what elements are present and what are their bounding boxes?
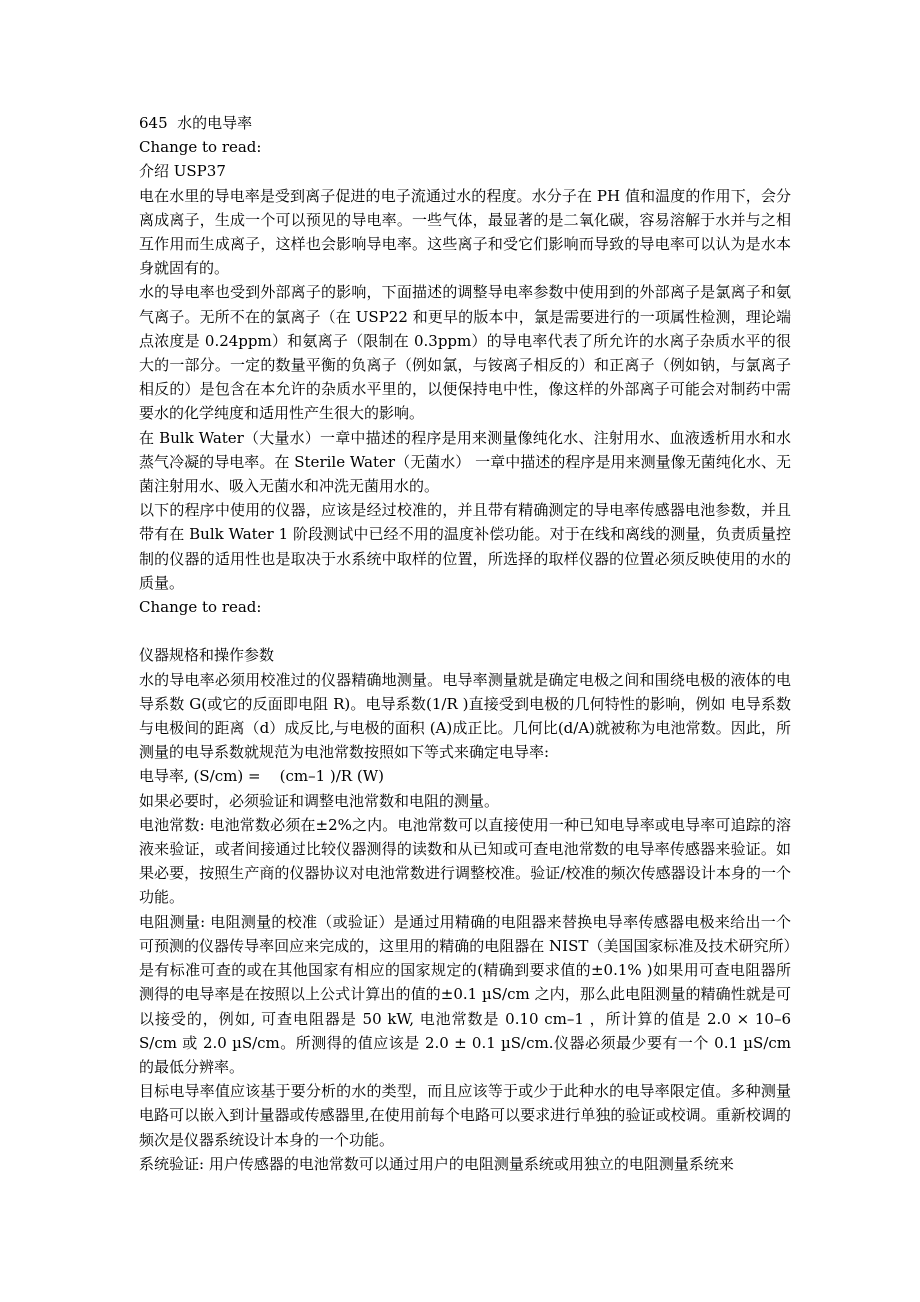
conductivity-formula: 电导率, (S/cm) = (cm–1 )/R (W) [139, 767, 384, 786]
spec-heading: 仪器规格和操作参数 [139, 646, 275, 665]
intro-paragraph-2: 水的导电率也受到外部离子的影响，下面描述的调整导电率参数中使用到的外部离子是氯离子和氨气离子。无所不在的氯离子（在 USP22 和更早的版本中，氯是需要进行的一项属性检测，理论端点浓度是 0.24ppm）和氨离子（限制在 0.3ppm）的导电率代表了所允许的水离子杂质水平的很大的一部分。一定的数量平衡的负离子（例如氯，与铵离子相反的）和正离子（例如钠，与氯离子相反的）是包含在本允许的杂质水平里的，以便保持电中性，像这样的外部离子可能会对制药中需要水的化学纯度和适用性产生很大的影响。 [139, 283, 791, 423]
system-verification-paragraph: 系统验证: 用户传感器的电池常数可以通过用户的电阻测量系统或用独立的电阻测量系统来 [139, 1154, 734, 1173]
intro-paragraph-4: 以下的程序中使用的仪器，应该是经过校准的，并且带有精确测定的导电率传感器电池参数，并且带有在 Bulk Water 1 阶段测试中已经不用的温度补偿功能。对于在线和离线的测量，负责质量控制的仪器的适用性也是取决于水系统中取样的位置，所选择的取样仪器的位置必须反映使用的水的质量。 [139, 501, 791, 592]
change-to-read-label: Change to read: [139, 138, 262, 157]
blank-line [139, 619, 791, 643]
change-to-read-label-2: Change to read: [139, 598, 262, 617]
verify-paragraph: 如果必要时，必须验证和调整电池常数和电阻的测量。 [139, 791, 500, 810]
intro-heading: 介绍 USP37 [139, 162, 226, 181]
target-paragraph: 目标电导率值应该基于要分析的水的类型，而且应该等于或少于此种水的电导率限定值。多种测量电路可以嵌入到计量器或传感器里,在使用前每个电路可以要求进行单独的验证或校调。重新校调的频次是仪器系统设计本身的一个功能。 [139, 1082, 791, 1149]
document-title: 645 水的电导率 [139, 114, 253, 132]
cell-constant-paragraph: 电池常数: 电池常数必须在±2%之内。电池常数可以直接使用一种已知电导率或电导率可追踪的溶液来验证，或者间接通过比较仪器测得的读数和从已知或可查电池常数的电导率传感器来验证。如果必要，按照生产商的仪器协议对电池常数进行调整校准。验证/校准的频次传感器设计本身的一个功能。 [139, 815, 791, 907]
intro-paragraph-3: 在 Bulk Water（大量水）一章中描述的程序是用来测量像纯化水、注射用水、血液透析用水和水蒸气冷凝的导电率。在 Sterile Water（无菌水） 一章中描述的程序是用来测量像无菌纯化水、无菌注射用水、吸入无菌水和冲洗无菌用水的。 [139, 428, 791, 496]
spec-paragraph: 水的导电率必须用校准过的仪器精确地测量。电导率测量就是确定电极之间和围绕电极的液体的电导系数 G(或它的反面即电阻 R)。电导系数(1/R )直接受到电极的几何特性的影响，例如 电导系数与电极间的距离（d）成反比,与电极的面积 (A)成正比。几何比(d/A)就被称为电池常数。因此，所测量的电导系数就规范为电池常数按照如下等式来确定电导率: [139, 670, 791, 762]
document-body [139, 111, 791, 1176]
intro-paragraph-1: 电在水里的导电率是受到离子促进的电子流通过水的程度。水分子在 PH 值和温度的作用下，会分离成离子，生成一个可以预见的导电率。一些气体，最显著的是二氧化碳，容易溶解于水并与之相互作用而生成离子，这样也会影响导电率。这些离子和受它们影响而导致的导电率可以认为是水本身就固有的。 [139, 186, 791, 278]
resistance-paragraph: 电阻测量: 电阻测量的校准（或验证）是通过用精确的电阻器来替换电导率传感器电极来给出一个可预测的仪器传导率回应来完成的，这里用的精确的电阻器在 NIST（美国国家标准及技术研究所）是有标准可查的或在其他国家有相应的国家规定的(精确到要求值的±0.1% )如果用可查电阻器所测得的电导率是在按照以上公式计算出的值的±0.1 µS/cm 之内，那么此电阻测量的精确性就是可以接受的，例如, 可查电阻器是 50 kW, 电池常数是 0.10 cm–1 ，所计算的值是 2.0 × 10–6 S/cm 或 2.0 µS/cm。所测得的值应该是 2.0 ± 0.1 µS/cm.仪器必须最少要有一个 0.1 µS/cm 的最低分辨率。 [139, 912, 791, 1076]
